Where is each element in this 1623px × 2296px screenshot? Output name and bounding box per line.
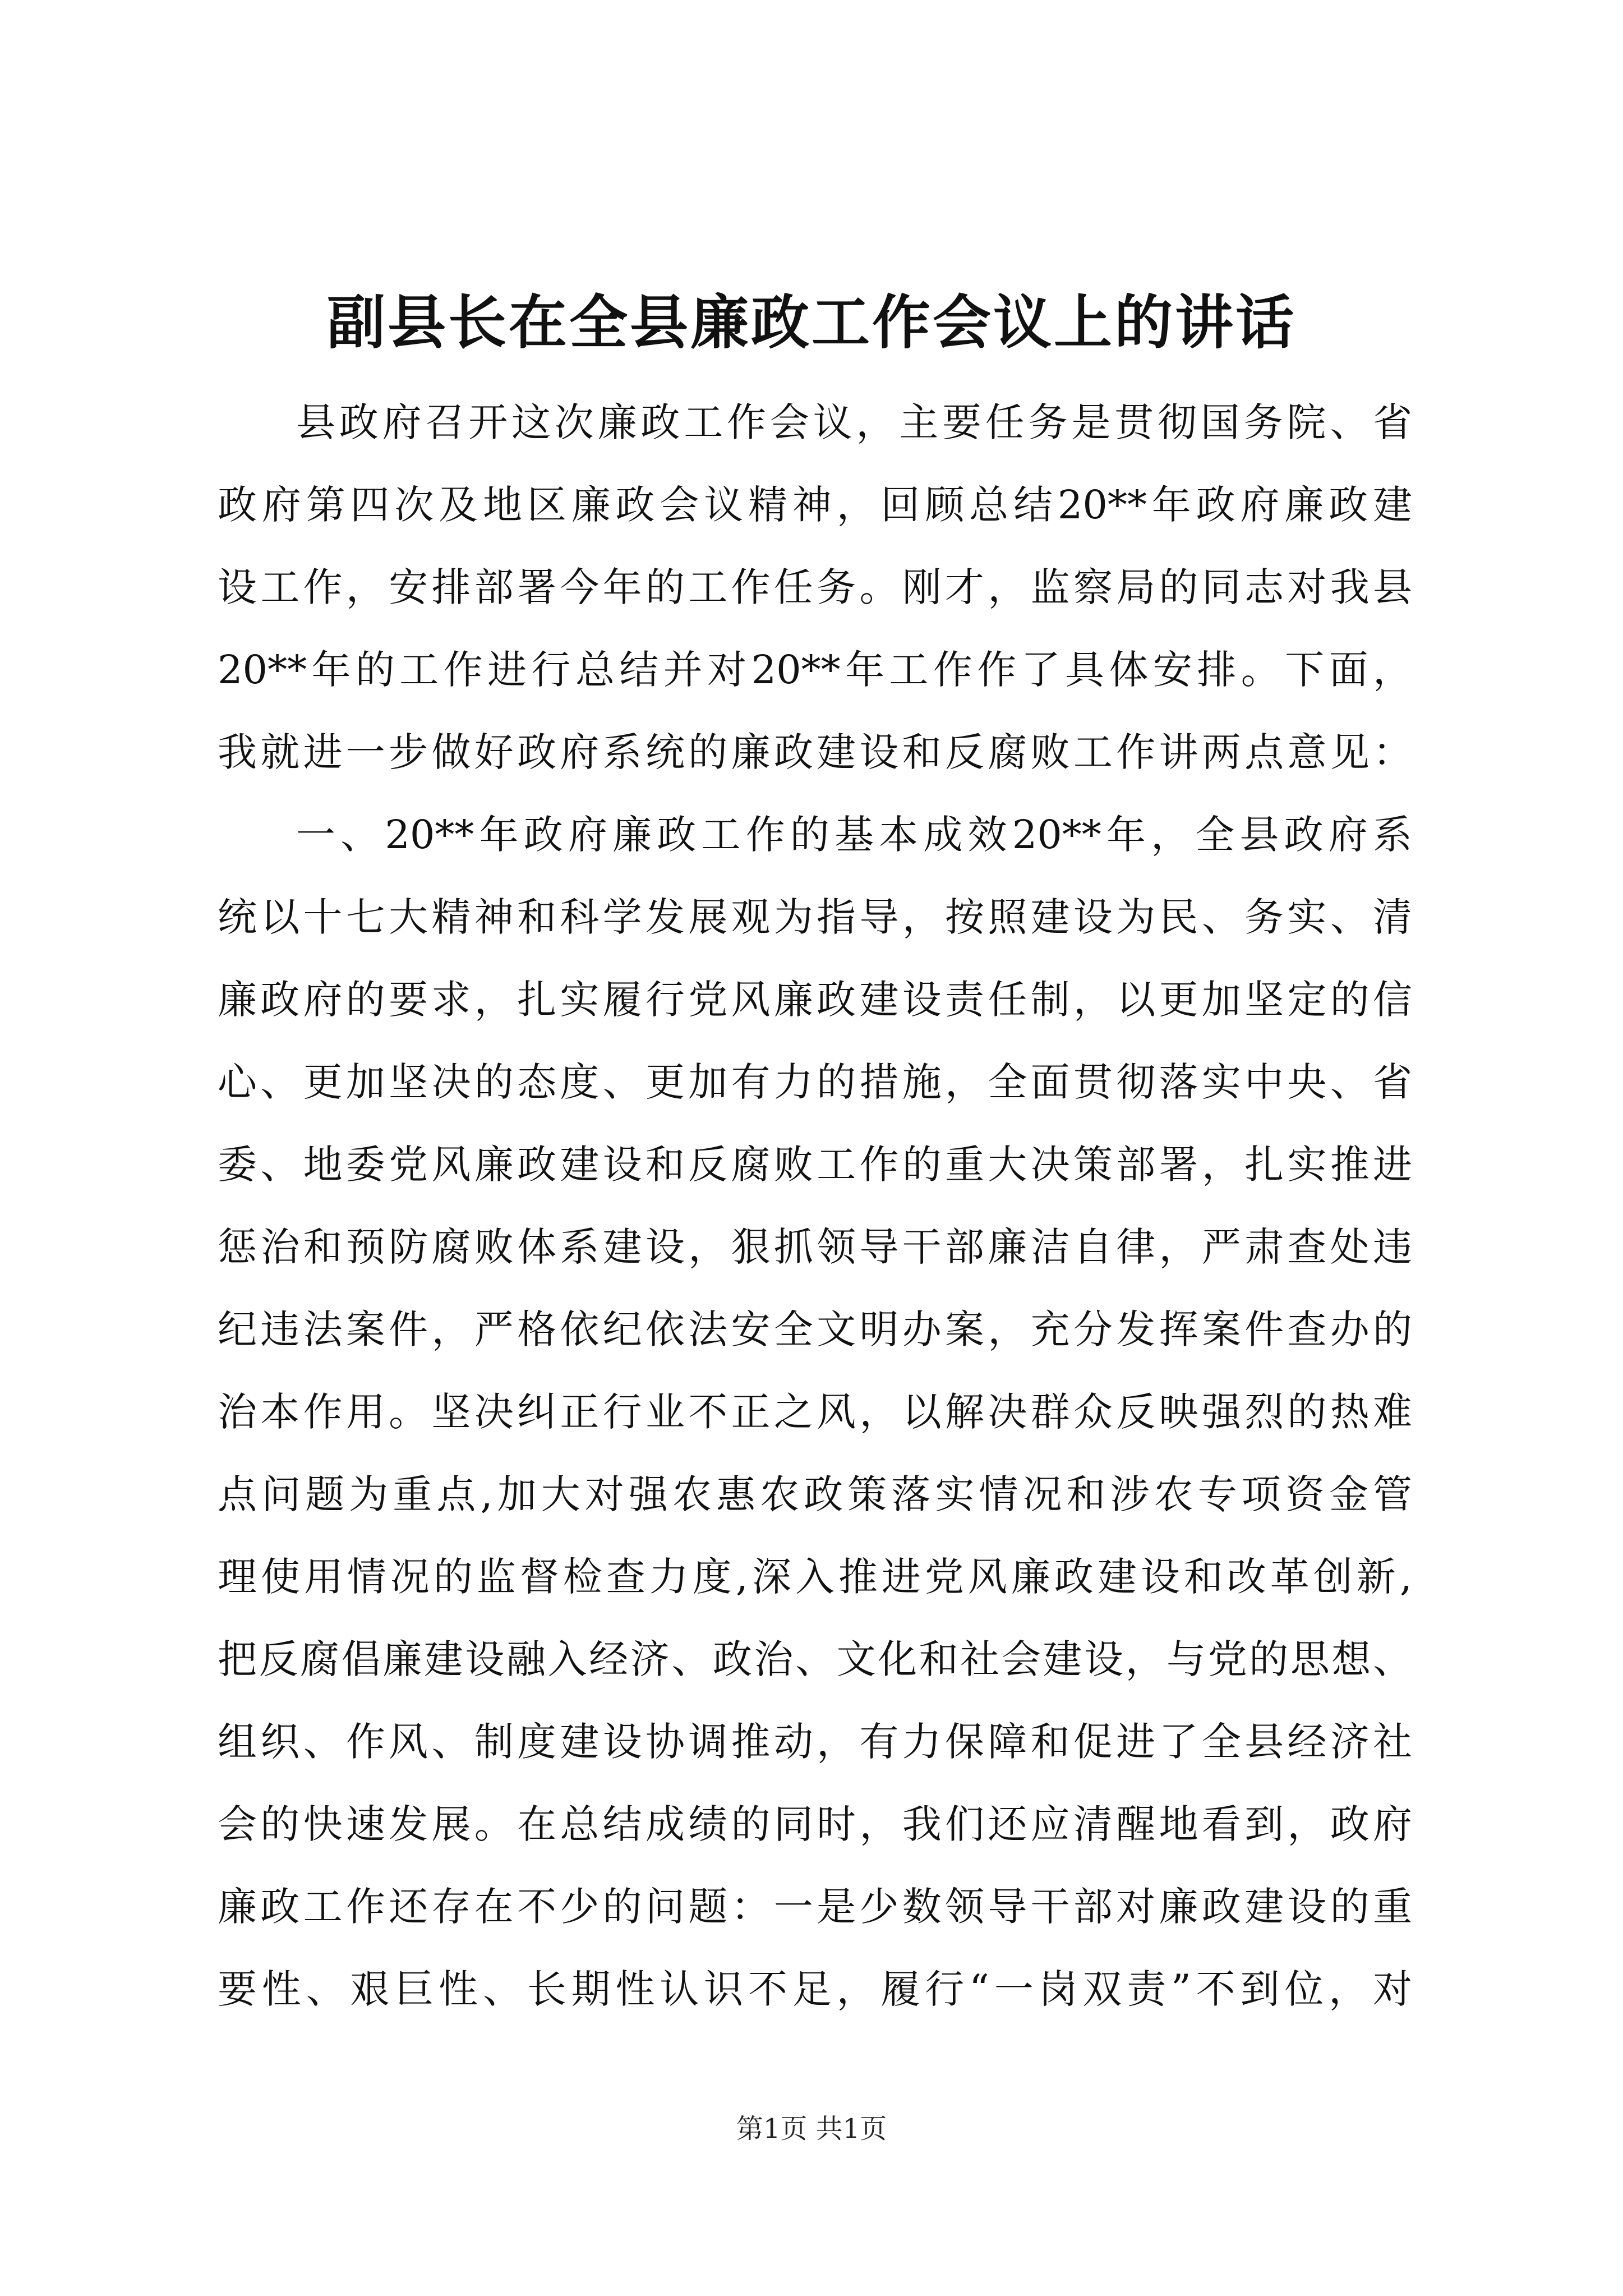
- paragraph-line: 一、20**年政府廉政工作的基本成效20**年，全县政府系: [296, 812, 1412, 858]
- paragraph-line: 治本作用。坚决纠正行业不正之风，以解决群众反映强烈的热难: [218, 1389, 1412, 1435]
- paragraph-line: 我就进一步做好政府系统的廉政建设和反腐败工作讲两点意见：: [218, 729, 1412, 775]
- paragraph-line: 纪违法案件，严格依纪依法安全文明办案，充分发挥案件查办的: [218, 1306, 1412, 1352]
- paragraph-line: 政府第四次及地区廉政会议精神，回顾总结20**年政府廉政建: [218, 482, 1412, 528]
- paragraph-line: 理使用情况的监督检查力度,深入推进党风廉政建设和改革创新,: [218, 1554, 1412, 1600]
- page-title: 副县长在全县廉政工作会议上的讲话: [326, 288, 1296, 357]
- paragraph-line: 20**年的工作进行总结并对20**年工作作了具体安排。下面，: [218, 647, 1412, 693]
- page-number-footer: 第1页 共1页: [736, 2113, 887, 2145]
- paragraph-line: 惩治和预防腐败体系建设，狠抓领导干部廉洁自律，严肃查处违: [218, 1224, 1412, 1270]
- paragraph-line: 廉政府的要求，扎实履行党风廉政建设责任制，以更加坚定的信: [218, 977, 1412, 1023]
- body-text: [218, 381, 1412, 2031]
- paragraph-line: 心、更加坚决的态度、更加有力的措施，全面贯彻落实中央、省: [218, 1059, 1412, 1105]
- paragraph-line: 廉政工作还存在不少的问题：一是少数领导干部对廉政建设的重: [218, 1884, 1412, 1930]
- paragraph-line: 统以十七大精神和科学发展观为指导，按照建设为民、务实、清: [218, 894, 1412, 940]
- paragraph-line: 委、地委党风廉政建设和反腐败工作的重大决策部署，扎实推进: [218, 1142, 1412, 1188]
- paragraph-line: 要性、艰巨性、长期性认识不足，履行“一岗双责”不到位，对: [218, 1966, 1412, 2012]
- paragraph-line: 点问题为重点,加大对强农惠农政策落实情况和涉农专项资金管: [218, 1471, 1412, 1517]
- paragraph-line: 把反腐倡廉建设融入经济、政治、文化和社会建设，与党的思想、: [218, 1636, 1412, 1682]
- paragraph-line: 会的快速发展。在总结成绩的同时，我们还应清醒地看到，政府: [218, 1801, 1412, 1847]
- paragraph-line: 设工作，安排部署今年的工作任务。刚才，监察局的同志对我县: [218, 564, 1412, 610]
- paragraph-line: 组织、作风、制度建设协调推动，有力保障和促进了全县经济社: [218, 1719, 1412, 1765]
- paragraph-line: 县政府召开这次廉政工作会议，主要任务是贯彻国务院、省: [296, 399, 1412, 445]
